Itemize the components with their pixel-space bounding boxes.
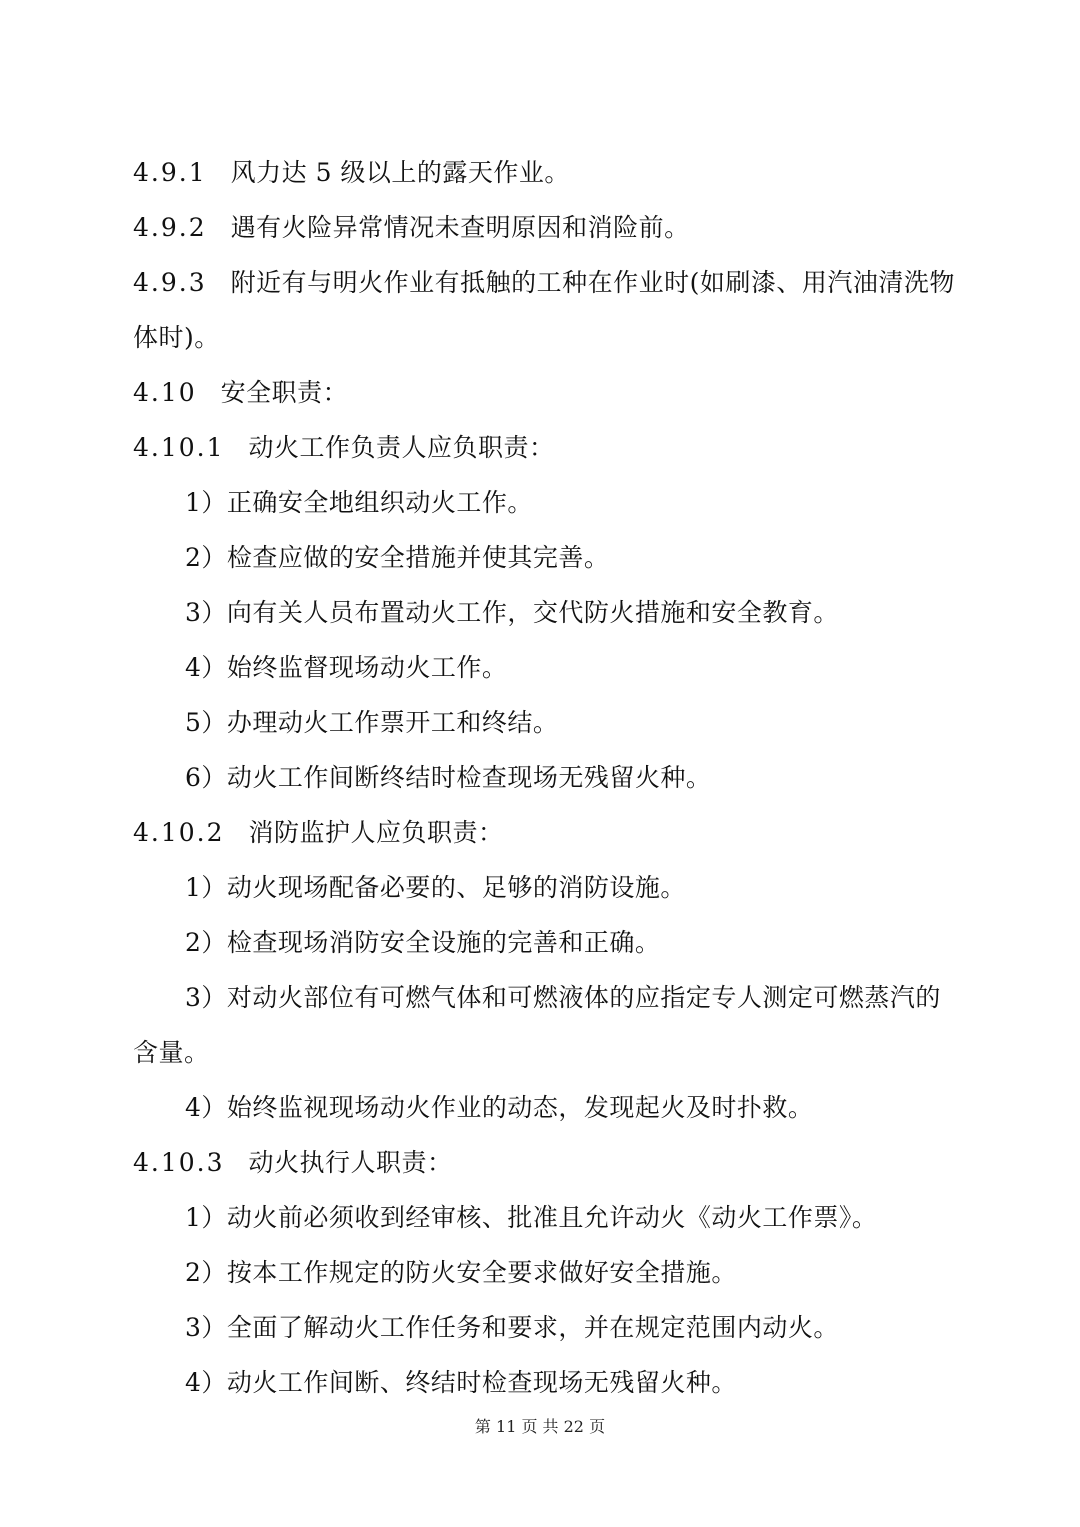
list-item: [133, 970, 953, 1025]
clause-4-9-2: [133, 200, 953, 255]
list-item-text: 2）按本工作规定的防火安全要求做好安全措施。: [185, 1258, 737, 1287]
list-item-text: 1）动火现场配备必要的、足够的消防设施。: [185, 873, 686, 902]
list-item: [133, 1080, 953, 1135]
list-item: [133, 1245, 953, 1300]
clause-4-10: [133, 365, 953, 420]
clause-4-9-3-continued: [133, 310, 953, 365]
list-item-text: 4）始终监督现场动火工作。: [185, 653, 508, 682]
list-item: [133, 750, 953, 805]
list-item-continued: [133, 1025, 953, 1080]
list-item-text: 5）办理动火工作票开工和终结。: [185, 708, 559, 737]
clause-text: 安全职责：: [220, 378, 349, 407]
list-item-text: 3）全面了解动火工作任务和要求，并在规定范围内动火。: [185, 1313, 839, 1342]
clause-text: 体时)。: [133, 323, 220, 352]
list-item-text: 2）检查应做的安全措施并使其完善。: [185, 543, 610, 572]
clause-4-9-3: [133, 255, 953, 310]
list-item: [133, 1300, 953, 1355]
list-item: [133, 475, 953, 530]
clause-text: 风力达 5 级以上的露天作业。: [230, 158, 570, 187]
clause-text: 动火执行人职责：: [248, 1148, 453, 1177]
list-item: [133, 1190, 953, 1245]
page-footer: 第 11 页 共 22 页: [474, 1417, 606, 1436]
clause-4-10-3: [133, 1135, 953, 1190]
clause-4-9-1: [133, 145, 953, 200]
list-item-text: 3）对动火部位有可燃气体和可燃液体的应指定专人测定可燃蒸汽的: [185, 983, 941, 1012]
list-item-text: 1）动火前必须收到经审核、批准且允许动火《动火工作票》。: [185, 1203, 878, 1232]
list-item-text: 2）检查现场消防安全设施的完善和正确。: [185, 928, 661, 957]
list-item: [133, 585, 953, 640]
clause-number: 4.10: [133, 378, 197, 407]
clause-number: 4.10.3: [133, 1148, 225, 1177]
clause-number: 4.10.1: [133, 433, 225, 462]
list-item-text: 6）动火工作间断终结时检查现场无残留火种。: [185, 763, 712, 792]
clause-number: 4.10.2: [133, 818, 225, 847]
clause-4-10-1: [133, 420, 953, 475]
clause-number: 4.9.2: [133, 213, 207, 242]
list-item-text: 含量。: [133, 1038, 210, 1067]
clause-text: 附近有与明火作业有抵触的工种在作业时(如刷漆、用汽油清洗物: [230, 268, 955, 297]
clause-number: 4.9.3: [133, 268, 207, 297]
list-item: [133, 860, 953, 915]
list-item-text: 4）始终监视现场动火作业的动态，发现起火及时扑救。: [185, 1093, 814, 1122]
list-item: [133, 1355, 953, 1410]
list-item-text: 4）动火工作间断、终结时检查现场无残留火种。: [185, 1368, 737, 1397]
document-body: [133, 145, 953, 1410]
list-item-text: 1）正确安全地组织动火工作。: [185, 488, 533, 517]
clause-text: 遇有火险异常情况未查明原因和消险前。: [230, 213, 690, 242]
clause-text: 消防监护人应负职责：: [248, 818, 504, 847]
list-item: [133, 915, 953, 970]
clause-text: 动火工作负责人应负职责：: [248, 433, 555, 462]
list-item: [133, 640, 953, 695]
list-item: [133, 530, 953, 585]
clause-number: 4.9.1: [133, 158, 207, 187]
clause-4-10-2: [133, 805, 953, 860]
list-item: [133, 695, 953, 750]
list-item-text: 3）向有关人员布置动火工作，交代防火措施和安全教育。: [185, 598, 839, 627]
